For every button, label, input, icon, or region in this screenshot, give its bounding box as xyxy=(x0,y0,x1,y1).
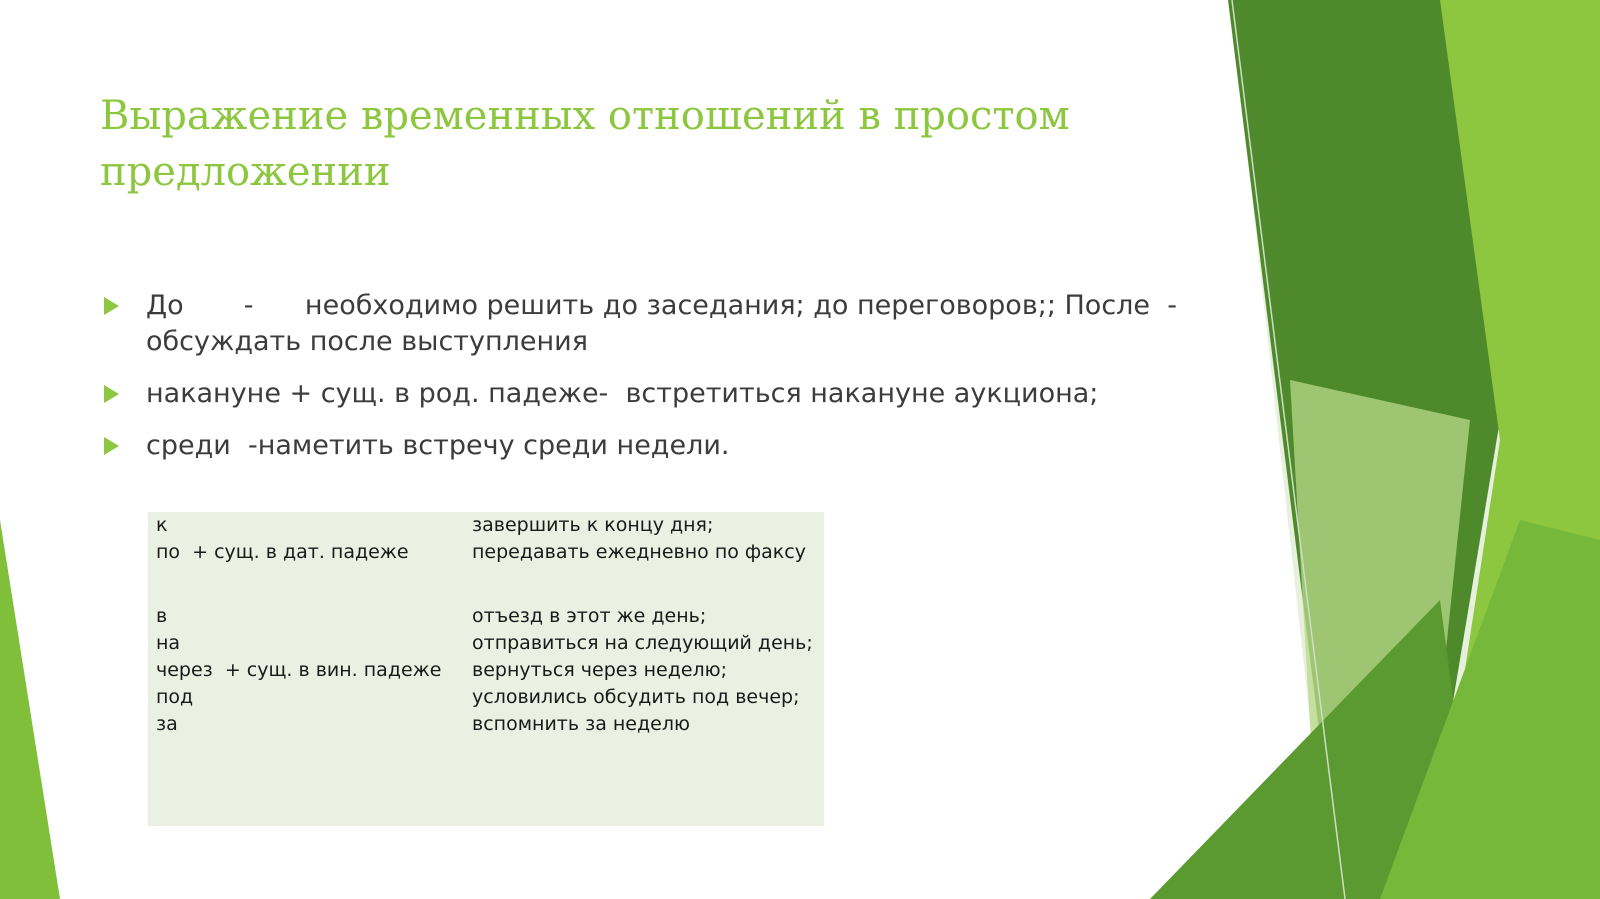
table-cell: завершить к концу дня; xyxy=(472,514,714,536)
table-cell: по + сущ. в дат. падеже xyxy=(156,541,409,563)
bullet-text: До - необходимо решить до заседания; до переговоров;; После - обсуждать после выступления xyxy=(146,290,1195,357)
decor-shape-left-sliver xyxy=(0,520,60,899)
table-cell: через + сущ. в вин. падеже xyxy=(156,659,442,681)
bullet-list xyxy=(100,288,1195,480)
table-cell: под xyxy=(156,686,194,708)
table-cell: в xyxy=(156,605,168,627)
bullet-item xyxy=(100,428,1180,464)
table-column-examples xyxy=(472,512,822,738)
table-cell: условились обсудить под вечер; xyxy=(472,686,800,708)
table-cell: к xyxy=(156,514,168,536)
bullet-arrow-icon xyxy=(104,385,119,403)
table-cell: передавать ежедневно по факсу xyxy=(472,541,806,563)
table-column-prepositions xyxy=(156,512,456,738)
preposition-table xyxy=(148,512,824,826)
bullet-item xyxy=(100,376,1180,412)
bullet-item xyxy=(100,288,1195,360)
table-cell: на xyxy=(156,632,181,654)
table-cell: вспомнить за неделю xyxy=(472,713,690,735)
table-cell: отъезд в этот же день; xyxy=(472,605,707,627)
bullet-text: среди -наметить встречу среди недели. xyxy=(146,430,730,461)
bullet-arrow-icon xyxy=(104,297,119,315)
slide-title: Выражение временных отношений в простом предложении xyxy=(100,93,1070,195)
bullet-arrow-icon xyxy=(104,437,119,455)
table-cell: отправиться на следующий день; xyxy=(472,632,813,654)
table-cell: за xyxy=(156,713,178,735)
table-cell: вернуться через неделю; xyxy=(472,659,728,681)
bullet-text: накануне + сущ. в род. падеже- встретиться накануне аукциона; xyxy=(146,378,1099,409)
